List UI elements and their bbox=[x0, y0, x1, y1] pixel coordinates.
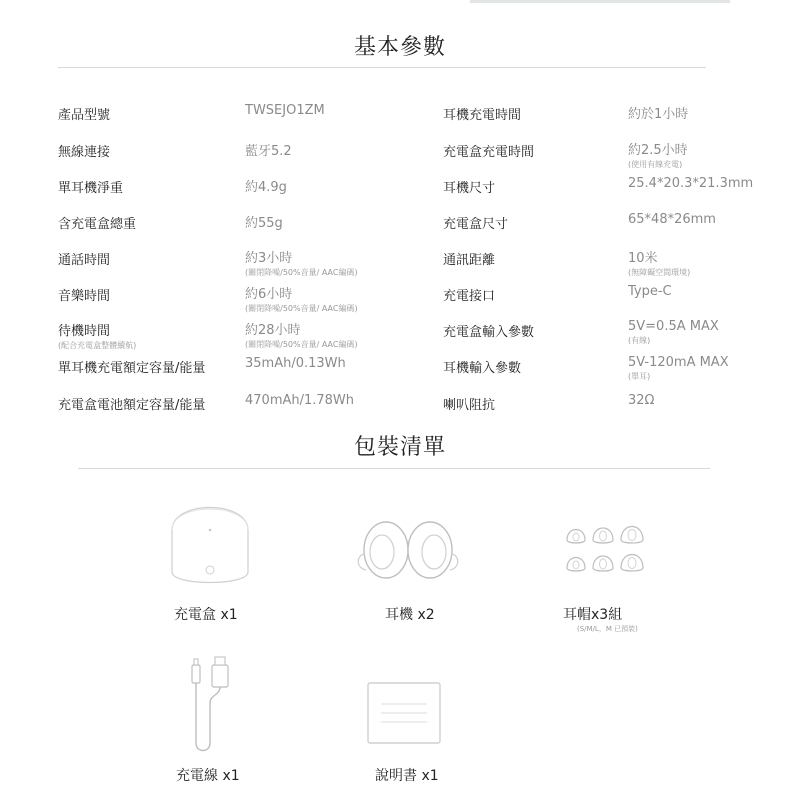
spec-value-range bbox=[628, 247, 690, 278]
spec-value-case-charge-time bbox=[628, 139, 688, 170]
spec-label-talk-time: 通話時間 bbox=[58, 253, 111, 268]
spec-label-wireless: 無線連接 bbox=[58, 145, 111, 160]
spec-value-earbud-input bbox=[628, 355, 729, 382]
spec-value-earbud-size: 25.4*20.3*21.3mm bbox=[628, 176, 754, 191]
spec-value-range-note: (無障礙空間環境) bbox=[628, 268, 691, 277]
spec-label-standby-main: 待機時間 bbox=[58, 324, 111, 339]
spec-value-earbud-charge-time: 約於1小時 bbox=[628, 107, 689, 122]
package-item-eartips-label: 耳帽x3組 bbox=[563, 607, 623, 623]
spec-label-model: 產品型號 bbox=[58, 108, 111, 123]
spec-value-case-input-main: 5V=0.5A MAX bbox=[628, 319, 719, 334]
spec-value-talk-time-note: (關閉降噪/50%音量/ AAC編碼) bbox=[245, 268, 358, 277]
spec-value-standby-time bbox=[245, 319, 358, 350]
spec-value-earbud-capacity: 35mAh/0.13Wh bbox=[245, 356, 346, 371]
top-decorative-strip bbox=[470, 0, 730, 3]
package-item-case-label: 充電盒 x1 bbox=[174, 607, 238, 623]
spec-label-earbud-size: 耳機尺寸 bbox=[443, 181, 496, 196]
spec-value-case-capacity: 470mAh/1.78Wh bbox=[245, 393, 355, 408]
earbuds-icon bbox=[352, 516, 464, 584]
spec-value-music-time bbox=[245, 283, 358, 314]
spec-label-case-charge-time: 充電盒充電時間 bbox=[443, 145, 535, 160]
spec-label-case-size: 充電盒尺寸 bbox=[443, 217, 509, 232]
spec-label-music-time: 音樂時間 bbox=[58, 289, 111, 304]
spec-label-standby-note: (配合充電盒整體續航) bbox=[58, 341, 137, 350]
spec-value-music-time-note: (關閉降噪/50%音量/ AAC編碼) bbox=[245, 304, 358, 313]
spec-value-talk-time bbox=[245, 247, 358, 278]
spec-value-standby-main: 約28小時 bbox=[245, 323, 301, 338]
spec-label-earbud-input: 耳機輸入參數 bbox=[443, 361, 522, 376]
spec-value-model: TWSEJO1ZM bbox=[245, 103, 325, 118]
spec-value-standby-note: (關閉降噪/50%音量/ AAC編碼) bbox=[245, 340, 358, 349]
spec-label-earbud-charge-time: 耳機充電時間 bbox=[443, 108, 522, 123]
spec-value-case-charge-note: (使用有線充電) bbox=[628, 160, 683, 169]
ear-tips-icon bbox=[564, 522, 644, 578]
package-item-manual-label: 說明書 x1 bbox=[375, 768, 439, 784]
spec-value-case-input bbox=[628, 319, 719, 346]
spec-value-port: Type-C bbox=[628, 284, 672, 299]
spec-value-impedance: 32Ω bbox=[628, 393, 655, 408]
spec-label-case-capacity: 充電盒電池額定容量/能量 bbox=[58, 398, 206, 413]
spec-label-total-weight: 含充電盒總重 bbox=[58, 217, 137, 232]
spec-value-range-main: 10米 bbox=[628, 251, 658, 266]
spec-label-earbud-weight: 單耳機淨重 bbox=[58, 181, 124, 196]
spec-value-talk-time-main: 約3小時 bbox=[245, 251, 293, 266]
usb-cable-icon bbox=[190, 655, 240, 757]
spec-value-music-time-main: 約6小時 bbox=[245, 287, 293, 302]
spec-value-case-charge-main: 約2.5小時 bbox=[628, 143, 688, 158]
spec-value-wireless: 藍牙5.2 bbox=[245, 144, 292, 159]
spec-value-earbud-input-main: 5V-120mA MAX bbox=[628, 355, 729, 370]
spec-label-impedance: 喇叭阻抗 bbox=[443, 398, 496, 413]
package-section-title: 包裝清單 bbox=[353, 435, 446, 460]
spec-value-total-weight: 約55g bbox=[245, 216, 283, 231]
spec-label-port: 充電接口 bbox=[443, 289, 496, 304]
spec-value-earbud-input-note: (單耳) bbox=[628, 372, 651, 381]
package-title-divider bbox=[78, 468, 710, 469]
spec-label-range: 通訊距離 bbox=[443, 253, 496, 268]
spec-title-divider bbox=[58, 67, 706, 68]
spec-label-standby-time bbox=[58, 320, 136, 351]
spec-value-earbud-weight: 約4.9g bbox=[245, 180, 287, 195]
package-item-earbuds-label: 耳機 x2 bbox=[385, 607, 435, 623]
package-item-eartips-note: (S/M/L，M 已預裝) bbox=[577, 625, 638, 633]
spec-value-case-size: 65*48*26mm bbox=[628, 212, 716, 227]
spec-value-case-input-note: (有線) bbox=[628, 336, 651, 345]
package-item-cable-label: 充電線 x1 bbox=[176, 768, 240, 784]
spec-label-earbud-capacity: 單耳機充電額定容量/能量 bbox=[58, 361, 206, 376]
spec-section-title: 基本參數 bbox=[353, 35, 446, 60]
charging-case-icon bbox=[168, 490, 252, 590]
spec-label-case-input: 充電盒輸入參數 bbox=[443, 325, 535, 340]
manual-icon bbox=[367, 682, 441, 744]
